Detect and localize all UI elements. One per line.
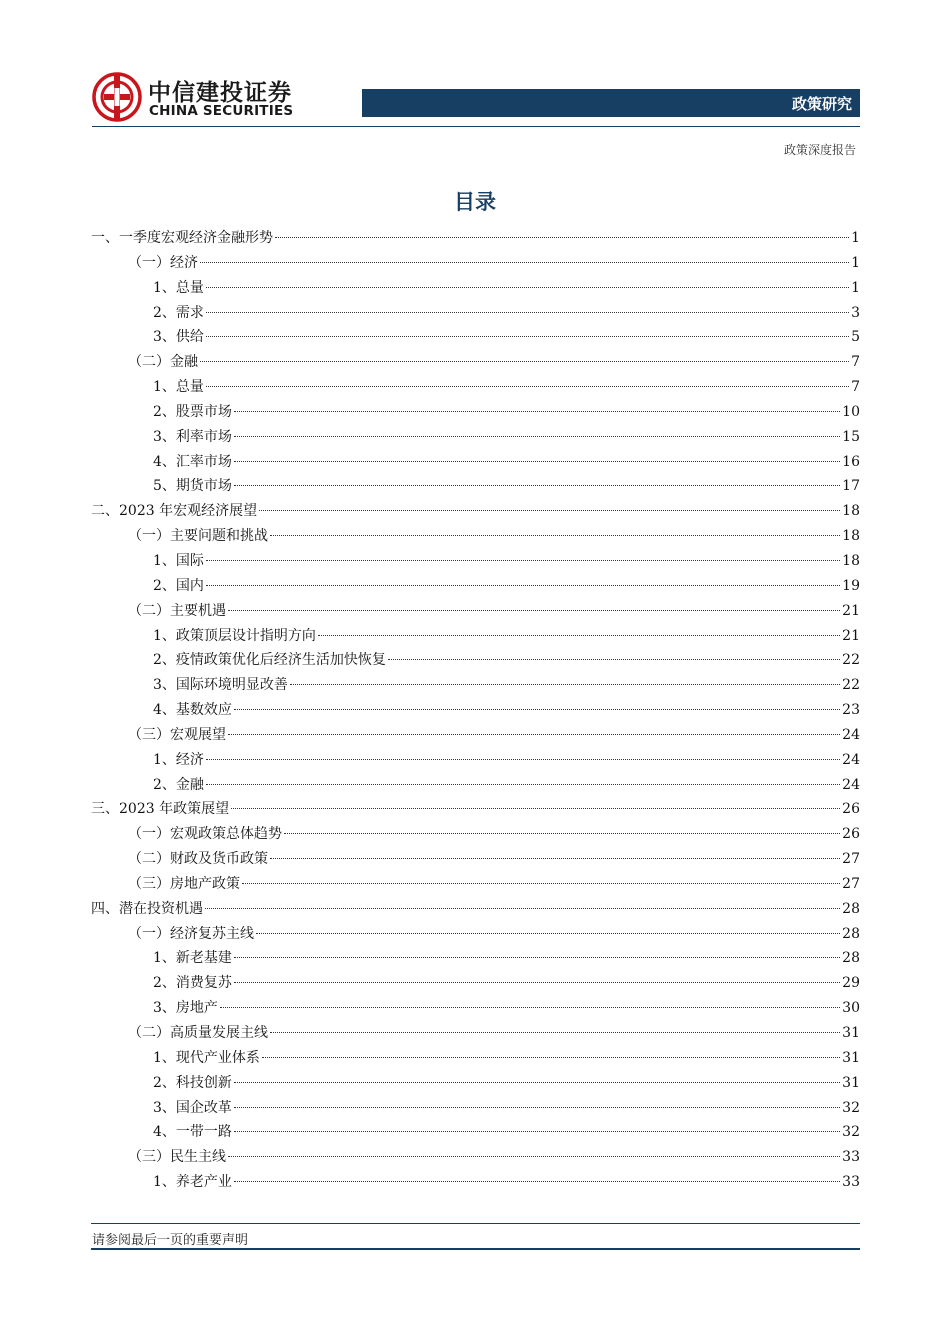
toc-entry-label: （一）经济复苏主线	[128, 925, 254, 942]
header-banner	[362, 89, 860, 117]
toc-row	[91, 973, 860, 998]
toc-entry-link[interactable]	[153, 402, 860, 422]
toc-entry-label: （二）财政及货币政策	[128, 851, 268, 868]
toc-page-number: 18	[842, 552, 860, 569]
logo-chinese-name: 中信建投证券	[148, 80, 292, 106]
toc-row	[91, 253, 860, 278]
toc-entry-label: （三）民生主线	[128, 1149, 226, 1166]
toc-page-number: 7	[851, 354, 860, 371]
toc-leader-dots	[200, 262, 849, 263]
toc-page-number: 32	[842, 1099, 860, 1116]
toc-leader-dots	[388, 659, 840, 660]
toc-row	[91, 601, 860, 626]
toc-entry-link[interactable]	[91, 228, 860, 248]
toc-entry-label: 2、疫情政策优化后经济生活加快恢复	[153, 652, 386, 669]
toc-page-number: 33	[842, 1174, 860, 1191]
toc-leader-dots	[270, 858, 840, 859]
toc-entry-link[interactable]	[128, 874, 860, 894]
toc-page-number: 3	[851, 304, 860, 321]
toc-page-number: 31	[842, 1025, 860, 1041]
toc-entry-label: 3、国企改革	[153, 1099, 232, 1116]
toc-page-number: 10	[842, 403, 860, 420]
toc-page-number: 27	[842, 851, 860, 868]
toc-row	[91, 427, 860, 452]
toc-row	[91, 1098, 860, 1123]
footer-divider-top	[91, 1223, 860, 1224]
toc-row	[91, 948, 860, 973]
table-of-contents	[91, 228, 860, 1197]
toc-leader-dots	[220, 1007, 840, 1008]
toc-entry-link[interactable]	[153, 1122, 860, 1142]
toc-row	[91, 377, 860, 402]
toc-entry-label: （一）经济	[128, 254, 198, 271]
toc-entry-label: 1、国际	[153, 552, 204, 569]
toc-entry-link[interactable]	[128, 601, 860, 621]
toc-entry-label: 1、养老产业	[153, 1174, 232, 1191]
toc-row	[91, 501, 860, 526]
toc-leader-dots	[206, 560, 840, 561]
toc-row	[91, 799, 860, 824]
toc-leader-dots	[275, 237, 849, 238]
toc-entry-label: 3、供给	[153, 329, 204, 346]
report-type: 政策深度报告	[783, 143, 856, 157]
toc-page-number: 17	[842, 478, 860, 495]
footer-disclaimer: 请参阅最后一页的重要声明	[92, 1233, 249, 1248]
toc-entry-label: 三、2023 年政策展望	[91, 801, 230, 818]
toc-row	[91, 1122, 860, 1147]
toc-leader-dots	[234, 1131, 840, 1132]
toc-row	[91, 725, 860, 750]
toc-page-number: 21	[842, 627, 860, 644]
toc-leader-dots	[206, 759, 840, 760]
toc-page-number: 1	[851, 254, 860, 271]
toc-page-number: 33	[842, 1149, 860, 1166]
toc-entry-label: （三）房地产政策	[128, 875, 240, 892]
toc-leader-dots	[206, 386, 849, 387]
toc-leader-dots	[206, 784, 840, 785]
toc-page-number: 7	[851, 379, 860, 396]
toc-entry-link[interactable]	[91, 899, 860, 919]
toc-leader-dots	[206, 312, 849, 313]
toc-entry-link[interactable]	[91, 799, 860, 819]
toc-leader-dots	[234, 436, 840, 437]
toc-row	[91, 675, 860, 700]
toc-entry-label: 2、需求	[153, 304, 204, 321]
page-header	[92, 72, 860, 128]
toc-page-number: 28	[842, 950, 860, 967]
toc-entry-label: 二、2023 年宏观经济展望	[91, 503, 258, 520]
toc-page-number: 1	[851, 279, 860, 296]
toc-entry-label: 5、期货市场	[153, 478, 232, 495]
toc-row	[91, 576, 860, 601]
toc-entry-label: 3、利率市场	[153, 428, 232, 445]
toc-entry-link[interactable]	[128, 1023, 860, 1043]
toc-leader-dots	[206, 336, 849, 337]
toc-title: 目录	[454, 190, 496, 214]
toc-row	[91, 476, 860, 501]
toc-leader-dots	[270, 535, 840, 536]
toc-leader-dots	[234, 1082, 840, 1083]
toc-entry-label: （二）主要机遇	[128, 602, 226, 619]
toc-page-number: 24	[842, 776, 860, 793]
toc-page-number: 5	[851, 329, 860, 346]
toc-leader-dots	[228, 734, 840, 735]
toc-entry-link[interactable]	[128, 824, 860, 844]
toc-page-number: 15	[842, 428, 860, 445]
toc-row	[91, 327, 860, 352]
toc-page-number: 18	[842, 503, 860, 520]
toc-entry-link[interactable]	[153, 700, 860, 720]
logo-english-name: CHINA SECURITIES	[149, 103, 294, 119]
toc-entry-link[interactable]	[153, 998, 860, 1018]
toc-leader-dots	[228, 1156, 840, 1157]
toc-page-number: 27	[842, 875, 860, 892]
toc-entry-link[interactable]	[153, 650, 860, 670]
toc-entry-link[interactable]	[153, 1172, 860, 1192]
toc-leader-dots	[234, 1107, 840, 1108]
toc-row	[91, 452, 860, 477]
toc-entry-link[interactable]	[153, 1098, 860, 1118]
toc-entry-link[interactable]	[153, 278, 860, 298]
toc-entry-link[interactable]	[128, 849, 860, 869]
toc-page-number: 19	[842, 577, 860, 594]
toc-entry-link[interactable]	[128, 352, 860, 372]
toc-leader-dots	[270, 1032, 840, 1033]
toc-leader-dots	[234, 461, 840, 462]
toc-entry-link[interactable]	[153, 327, 860, 347]
toc-entry-label: （一）主要问题和挑战	[128, 528, 268, 545]
toc-entry-link[interactable]	[128, 1147, 860, 1167]
toc-entry-label: 3、国际环境明显改善	[153, 677, 288, 694]
toc-entry-label: 3、房地产	[153, 1000, 218, 1017]
toc-entry-link[interactable]	[128, 924, 860, 944]
toc-entry-link[interactable]	[153, 551, 860, 571]
toc-row	[91, 352, 860, 377]
toc-entry-label: （一）宏观政策总体趋势	[128, 826, 282, 843]
toc-page-number: 24	[842, 726, 860, 743]
toc-entry-label: 2、股票市场	[153, 403, 232, 420]
toc-leader-dots	[290, 684, 840, 685]
toc-entry-link[interactable]	[153, 377, 860, 397]
toc-entry-link[interactable]	[153, 675, 860, 695]
toc-entry-label: 1、经济	[153, 751, 204, 768]
toc-entry-link[interactable]	[153, 476, 860, 496]
toc-entry-label: 1、政策顶层设计指明方向	[153, 627, 316, 644]
toc-leader-dots	[200, 361, 849, 362]
toc-leader-dots	[234, 1181, 840, 1182]
toc-entry-link[interactable]	[153, 1073, 860, 1093]
toc-row	[91, 650, 860, 675]
toc-row	[91, 228, 860, 253]
toc-page-number: 31	[842, 1074, 860, 1091]
toc-page-number: 23	[842, 702, 860, 719]
toc-leader-dots	[256, 933, 840, 934]
toc-row	[91, 700, 860, 725]
toc-entry-link[interactable]	[153, 626, 860, 646]
toc-row	[91, 924, 860, 949]
toc-page-number: 18	[842, 528, 860, 545]
toc-leader-dots	[284, 833, 840, 834]
toc-entry-label: 2、科技创新	[153, 1074, 232, 1091]
toc-page-number: 30	[842, 1000, 860, 1017]
toc-page-number: 28	[842, 900, 860, 917]
toc-row	[91, 1147, 860, 1172]
toc-entry-link[interactable]	[153, 303, 860, 323]
toc-row	[91, 1172, 860, 1197]
toc-entry-label: （二）金融	[128, 354, 198, 371]
toc-entry-label: 一、一季度宏观经济金融形势	[91, 230, 273, 246]
toc-leader-dots	[228, 610, 840, 611]
toc-leader-dots	[259, 510, 840, 511]
toc-entry-label: 2、金融	[153, 776, 204, 793]
toc-row	[91, 402, 860, 427]
toc-leader-dots	[234, 485, 840, 486]
toc-row	[91, 1073, 860, 1098]
toc-entry-label: 四、潜在投资机遇	[91, 900, 203, 917]
toc-entry-link[interactable]	[153, 973, 860, 993]
banner-title: 政策研究	[791, 95, 852, 113]
toc-row	[91, 874, 860, 899]
toc-entry-label: 1、总量	[153, 379, 204, 396]
toc-leader-dots	[242, 883, 840, 884]
toc-row	[91, 1023, 860, 1048]
toc-entry-label: 1、总量	[153, 279, 204, 296]
toc-entry-link[interactable]	[153, 576, 860, 596]
toc-entry-label: （三）宏观展望	[128, 726, 226, 743]
toc-page-number: 21	[842, 602, 860, 619]
toc-leader-dots	[234, 982, 840, 983]
toc-page-number: 32	[842, 1124, 860, 1141]
toc-row	[91, 626, 860, 651]
toc-page-number: 22	[842, 677, 860, 694]
toc-row	[91, 849, 860, 874]
toc-entry-link[interactable]	[91, 501, 860, 521]
toc-page-number: 26	[842, 826, 860, 843]
toc-entry-link[interactable]	[128, 526, 860, 546]
toc-entry-label: 4、一带一路	[153, 1124, 232, 1141]
toc-leader-dots	[234, 411, 840, 412]
toc-entry-label: 2、消费复苏	[153, 975, 232, 992]
toc-entry-link[interactable]	[153, 452, 860, 472]
toc-page-number: 29	[842, 975, 860, 992]
toc-entry-label: 4、基数效应	[153, 702, 232, 719]
toc-entry-link[interactable]	[153, 1048, 860, 1068]
toc-row	[91, 526, 860, 551]
toc-row	[91, 303, 860, 328]
toc-leader-dots	[205, 908, 840, 909]
footer-divider-bottom	[91, 1248, 860, 1250]
toc-leader-dots	[231, 808, 840, 809]
toc-entry-label: 2、国内	[153, 577, 204, 594]
toc-page-number: 28	[842, 925, 860, 942]
toc-entry-label: （二）高质量发展主线	[128, 1025, 268, 1041]
toc-entry-link[interactable]	[153, 948, 860, 968]
toc-page-number: 16	[842, 453, 860, 470]
toc-entry-label: 1、新老基建	[153, 950, 232, 967]
toc-leader-dots	[234, 709, 840, 710]
toc-row	[91, 1048, 860, 1073]
toc-entry-link[interactable]	[128, 725, 860, 745]
toc-entry-label: 4、汇率市场	[153, 453, 232, 470]
toc-entry-link[interactable]	[128, 253, 860, 273]
toc-entry-link[interactable]	[153, 427, 860, 447]
toc-page-number: 26	[842, 801, 860, 818]
toc-row	[91, 750, 860, 775]
toc-row	[91, 278, 860, 303]
toc-row	[91, 824, 860, 849]
toc-row	[91, 551, 860, 576]
toc-page-number: 22	[842, 652, 860, 669]
toc-leader-dots	[234, 957, 840, 958]
toc-leader-dots	[206, 287, 849, 288]
toc-entry-label: 1、现代产业体系	[153, 1049, 260, 1066]
toc-leader-dots	[206, 585, 840, 586]
header-divider	[92, 126, 860, 127]
toc-leader-dots	[262, 1057, 840, 1058]
toc-leader-dots	[318, 635, 840, 636]
toc-page-number: 24	[842, 751, 860, 768]
toc-row	[91, 899, 860, 924]
toc-page-number: 1	[851, 230, 860, 246]
toc-row	[91, 775, 860, 800]
toc-page-number: 31	[842, 1049, 860, 1066]
toc-entry-link[interactable]	[153, 775, 860, 795]
toc-row	[91, 998, 860, 1023]
toc-entry-link[interactable]	[153, 750, 860, 770]
citic-logo-icon	[92, 72, 142, 122]
